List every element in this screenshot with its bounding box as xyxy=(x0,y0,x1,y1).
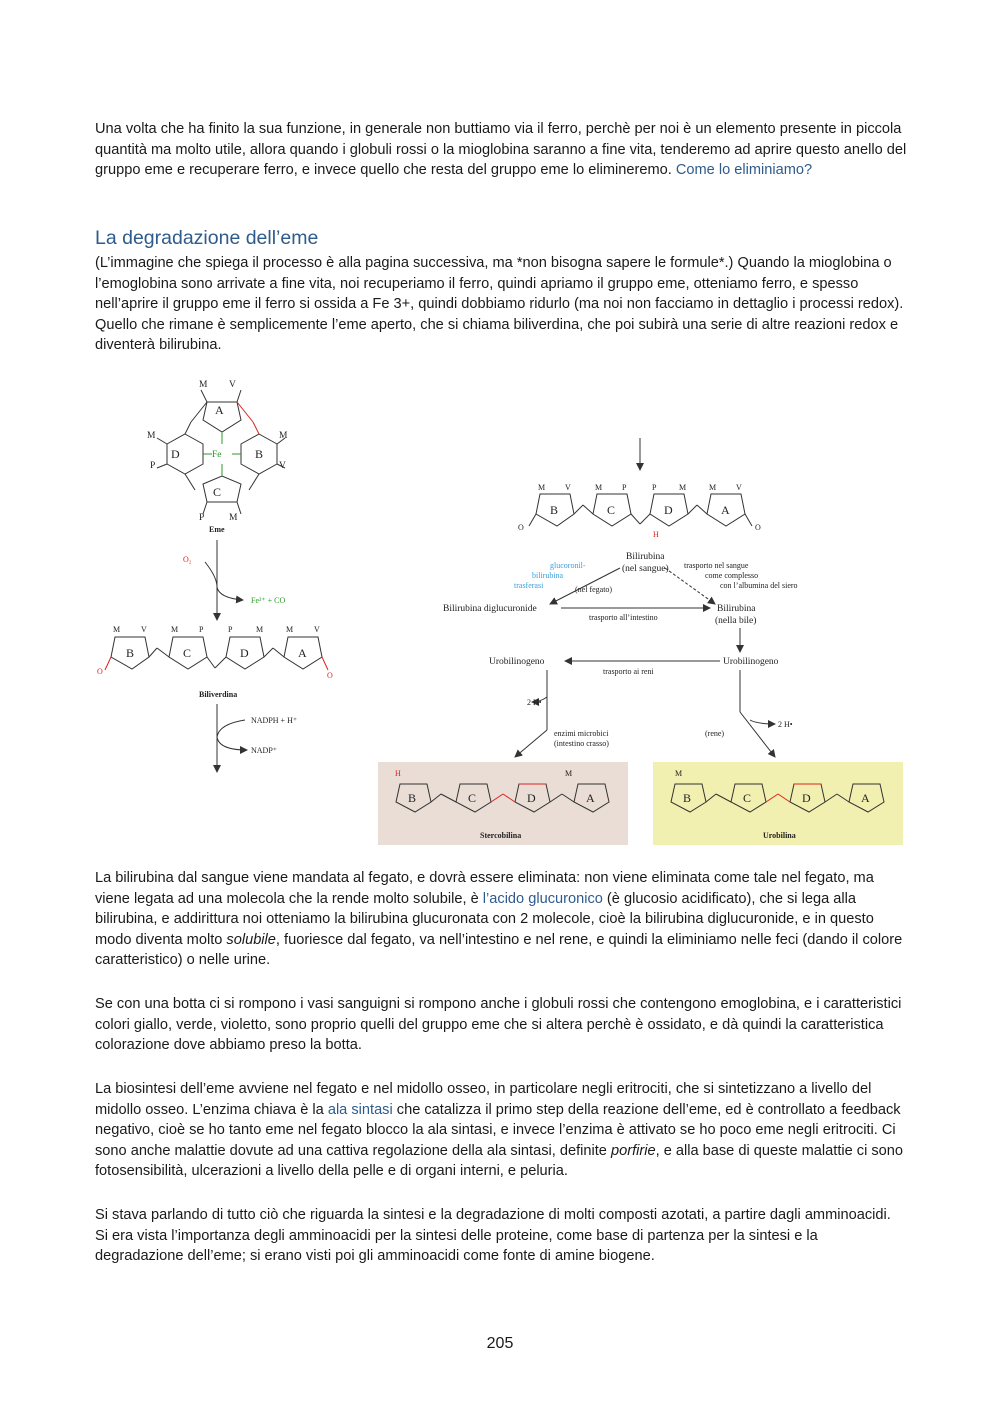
urobilinogeno-left-label: Urobilinogeno xyxy=(489,657,545,667)
heme-m-label: M xyxy=(199,380,208,390)
heme-m-label: M xyxy=(147,431,156,441)
nadph-label: NADPH + H⁺ xyxy=(251,716,298,725)
ring-d-label: D xyxy=(664,503,673,517)
ring-c-label: C xyxy=(468,791,477,805)
bilirubin-m-label: M xyxy=(679,483,687,492)
hydrogen-label: H xyxy=(653,530,659,539)
ring-c-label: C xyxy=(183,646,192,660)
trasporto-sangue-line2: come complesso xyxy=(705,571,759,580)
page-number: 205 xyxy=(486,1335,514,1352)
ring-a-label: A xyxy=(298,646,307,660)
biliverdina-label: Biliverdina xyxy=(199,690,238,699)
ring-c-label: C xyxy=(213,485,222,499)
heme-p-label: P xyxy=(150,461,156,471)
h2-right-label: 2 H• xyxy=(778,720,793,729)
bilirubin-p-label: P xyxy=(652,483,657,492)
ring-d-label: D xyxy=(171,447,180,461)
o2-label: O₂ xyxy=(183,555,192,564)
to-stercobilin-arrow xyxy=(515,730,547,757)
m-label: M xyxy=(565,769,573,778)
to-urobilin-arrow xyxy=(740,712,775,757)
oxygen-label: O xyxy=(97,667,103,676)
biliverdin-p-label: P xyxy=(199,625,204,634)
ring-a-label: A xyxy=(215,403,224,417)
heme-m-label: M xyxy=(279,431,288,441)
ring-c-label: C xyxy=(607,503,616,517)
trasporto-sangue-line3: con l’albumina del siero xyxy=(720,581,798,590)
ring-b-label: B xyxy=(126,646,135,660)
biliverdin-m-label: M xyxy=(286,625,294,634)
nadph-curved-arrow xyxy=(217,720,247,750)
ring-b-label: B xyxy=(550,503,559,517)
heme-v-label: V xyxy=(279,461,286,471)
urobilinogeno-right-label: Urobilinogeno xyxy=(723,657,779,667)
intro-text: Una volta che ha finito la sua funzione, in generale non buttiamo via il ferro, perchè per noi è un elemento presente in piccola quantità ma molto utile, allora quando i globuli rossi o la mioglobina saranno a fine vita, tenderemo ad aprire questo anello del gruppo eme e recuperare ferro, e invece quello che resta del gruppo eme lo elimineremo. xyxy=(95,121,907,179)
paragraph-text: , fuoriesce dal fegato, va nell’intestino e nel rene, e quindi la eliminiamo nelle feci (dando il colore caratteristico) o nelle urine. xyxy=(95,931,903,969)
diglucuronide-label: Bilirubina diglucuronide xyxy=(443,604,537,614)
eme-label: Eme xyxy=(209,525,225,534)
oxygen-label: O xyxy=(755,523,761,532)
stercobilina-label: Stercobilina xyxy=(480,831,522,840)
ring-d-label: D xyxy=(240,646,249,660)
degradation-paragraph: (L’immagine che spiega il processo è alla pagina successiva, ma *non bisogna sapere le formule*.) Quando la mioglobina o l’emoglobina sono arrivate a fine vita, noi recuperiamo il ferro, quindi apriamo il gruppo eme, otteniamo ferro, e spesso nell’aprire il gruppo eme il ferro si ossida a Fe 3+, quindi dobbiamo ridurlo (ma noi non facciamo in dettaglio i processi redox). Quello che rimane è semplicemente l’eme aperto, che si chiama biliverdina, che poi subirà una serie di altre reazioni redox e diventerà bilirubina. xyxy=(95,255,904,354)
emphasis-text: porfirie xyxy=(610,1142,656,1159)
paragraph-text: La biosintesi dell’eme avviene nel fegato e nel midollo osseo, in particolare negli eritrociti, che si sintetizzano a livello del midollo osseo. L’enzima chiava è la xyxy=(95,1081,872,1118)
bilirubin-structure xyxy=(529,494,752,526)
come-lo-eliminiamo-link[interactable]: Come lo eliminiamo? xyxy=(675,162,813,179)
biliverdin-m-label: M xyxy=(113,625,121,634)
bilirubin-paragraph xyxy=(95,868,907,971)
nel-fegato-label: (nel fegato) xyxy=(575,585,613,594)
oxygen-label: O xyxy=(518,523,524,532)
trasporto-reni-label: trasporto ai reni xyxy=(603,667,654,676)
emphasis-text: solubile xyxy=(226,931,276,948)
rene-label: (rene) xyxy=(705,729,725,738)
heme-m-label: M xyxy=(229,513,238,523)
ring-a-label: A xyxy=(861,791,870,805)
ring-d-label: D xyxy=(802,791,811,805)
heme-degradation-figure xyxy=(95,372,905,847)
ring-a-label: A xyxy=(721,503,730,517)
fe-label: Fe xyxy=(212,450,222,460)
biosynthesis-paragraph xyxy=(95,1079,907,1182)
hydrogen-label: H xyxy=(395,769,401,778)
paragraph-text: La bilirubina dal sangue viene mandata al fegato, e dovrà essere eliminata: non viene eliminata come tale nel fegato, ma viene legata ad una molecola che la rende molto solubile, è xyxy=(95,870,874,907)
heme-v-label: V xyxy=(229,380,236,390)
nel-sangue-label: (nel sangue) xyxy=(622,564,669,574)
biliverdin-p-label: P xyxy=(228,625,233,634)
h2-left-label: 2 H• xyxy=(527,698,542,707)
bilirubin-m-label: M xyxy=(709,483,717,492)
enzyme-name-line1: glucoronil- xyxy=(550,561,586,570)
intro-paragraph xyxy=(95,119,907,181)
ring-d-label: D xyxy=(527,791,536,805)
trasporto-sangue-line1: trasporto nel sangue xyxy=(684,561,749,570)
ala-sintasi-link[interactable]: ala sintasi xyxy=(327,1101,393,1118)
heme-p-label: P xyxy=(199,513,205,523)
biliverdin-m-label: M xyxy=(171,625,179,634)
enzimi-line2: (intestino crasso) xyxy=(554,739,609,748)
summary-paragraph: Si stava parlando di tutto ciò che riguarda la sintesi e la degradazione di molti composti azotati, a partire dagli amminoacidi. Si era vista l’importanza degli amminoacidi per la sintesi delle proteine, come base di partenza per la sintesi e la degradazione dell’eme; si erano visti poi gli amminoacidi come fonte di amine biogene. xyxy=(95,1207,891,1265)
bilirubin-v-label: V xyxy=(565,483,571,492)
trasporto-intestino-label: trasporto all’intestino xyxy=(589,613,658,622)
enzimi-line1: enzimi microbici xyxy=(554,729,609,738)
nadp-label: NADP⁺ xyxy=(251,746,278,755)
fe3-co-label: Fe³⁺ + CO xyxy=(251,596,286,605)
ring-b-label: B xyxy=(255,447,264,461)
ring-b-label: B xyxy=(683,791,692,805)
h2-right-curved-arrow xyxy=(750,720,775,724)
biliverdin-structure xyxy=(105,637,328,670)
urobilina-label: Urobilina xyxy=(763,831,796,840)
section-heading: La degradazione dell’eme xyxy=(95,227,319,249)
bilirubin-m-label: M xyxy=(595,483,603,492)
oxygen-curved-arrow xyxy=(205,562,243,600)
paragraph-text: che catalizza il primo step della reazione dell’eme, ed è controllato a feedback negativo, cioè se ho tanto eme nel fegato blocco la ala sintasi, e invece l’enzima è attivato se ho poco eme negli eritrociti. Ci sono anche malattie dovute ad una cattiva regolazione della ala sintasi, definite xyxy=(95,1101,901,1159)
ring-b-label: B xyxy=(408,791,417,805)
ring-a-label: A xyxy=(586,791,595,805)
ring-c-label: C xyxy=(743,791,752,805)
bilirubin-m-label: M xyxy=(538,483,546,492)
bilirubina-label: Bilirubina xyxy=(626,552,665,562)
paragraph-text: (è glucosio acidificato), che si lega alla bilirubina, e addirittura noi otteniamo la bilirubina glucuronata con 2 molecole, cioè la bilirubina diglucuronide, e in questo modo diventa molto xyxy=(95,890,874,948)
biliverdin-v-label: V xyxy=(314,625,320,634)
bilirubin-v-label: V xyxy=(736,483,742,492)
bilirubina-bile-label: Bilirubina xyxy=(717,604,756,614)
nella-bile-label: (nella bile) xyxy=(715,616,757,626)
enzyme-name-line3: trasferasi xyxy=(514,581,544,590)
enzyme-name-line2: bilirubina xyxy=(532,571,564,580)
bilirubin-p-label: P xyxy=(622,483,627,492)
m-label: M xyxy=(675,769,683,778)
paragraph-text: , e alla base di queste malattie ci sono fotosensibilità, ulcerazioni a livello della pelle e di organi interni, e peluria. xyxy=(95,1142,904,1180)
biliverdin-m-label: M xyxy=(256,625,264,634)
biliverdin-v-label: V xyxy=(141,625,147,634)
oxygen-label: O xyxy=(327,671,333,680)
bruise-paragraph: Se con una botta ci si rompono i vasi sanguigni si rompono anche i globuli rossi che contengono emoglobina, e i caratteristici colori giallo, verde, violetto, sono proprio quelli del gruppo eme che si altera perchè è ossidato, e dà quindi la caratteristica colorazione dove abbiamo preso la botta. xyxy=(95,996,902,1054)
acido-glucuronico-link[interactable]: l’acido glucuronico xyxy=(482,890,603,907)
